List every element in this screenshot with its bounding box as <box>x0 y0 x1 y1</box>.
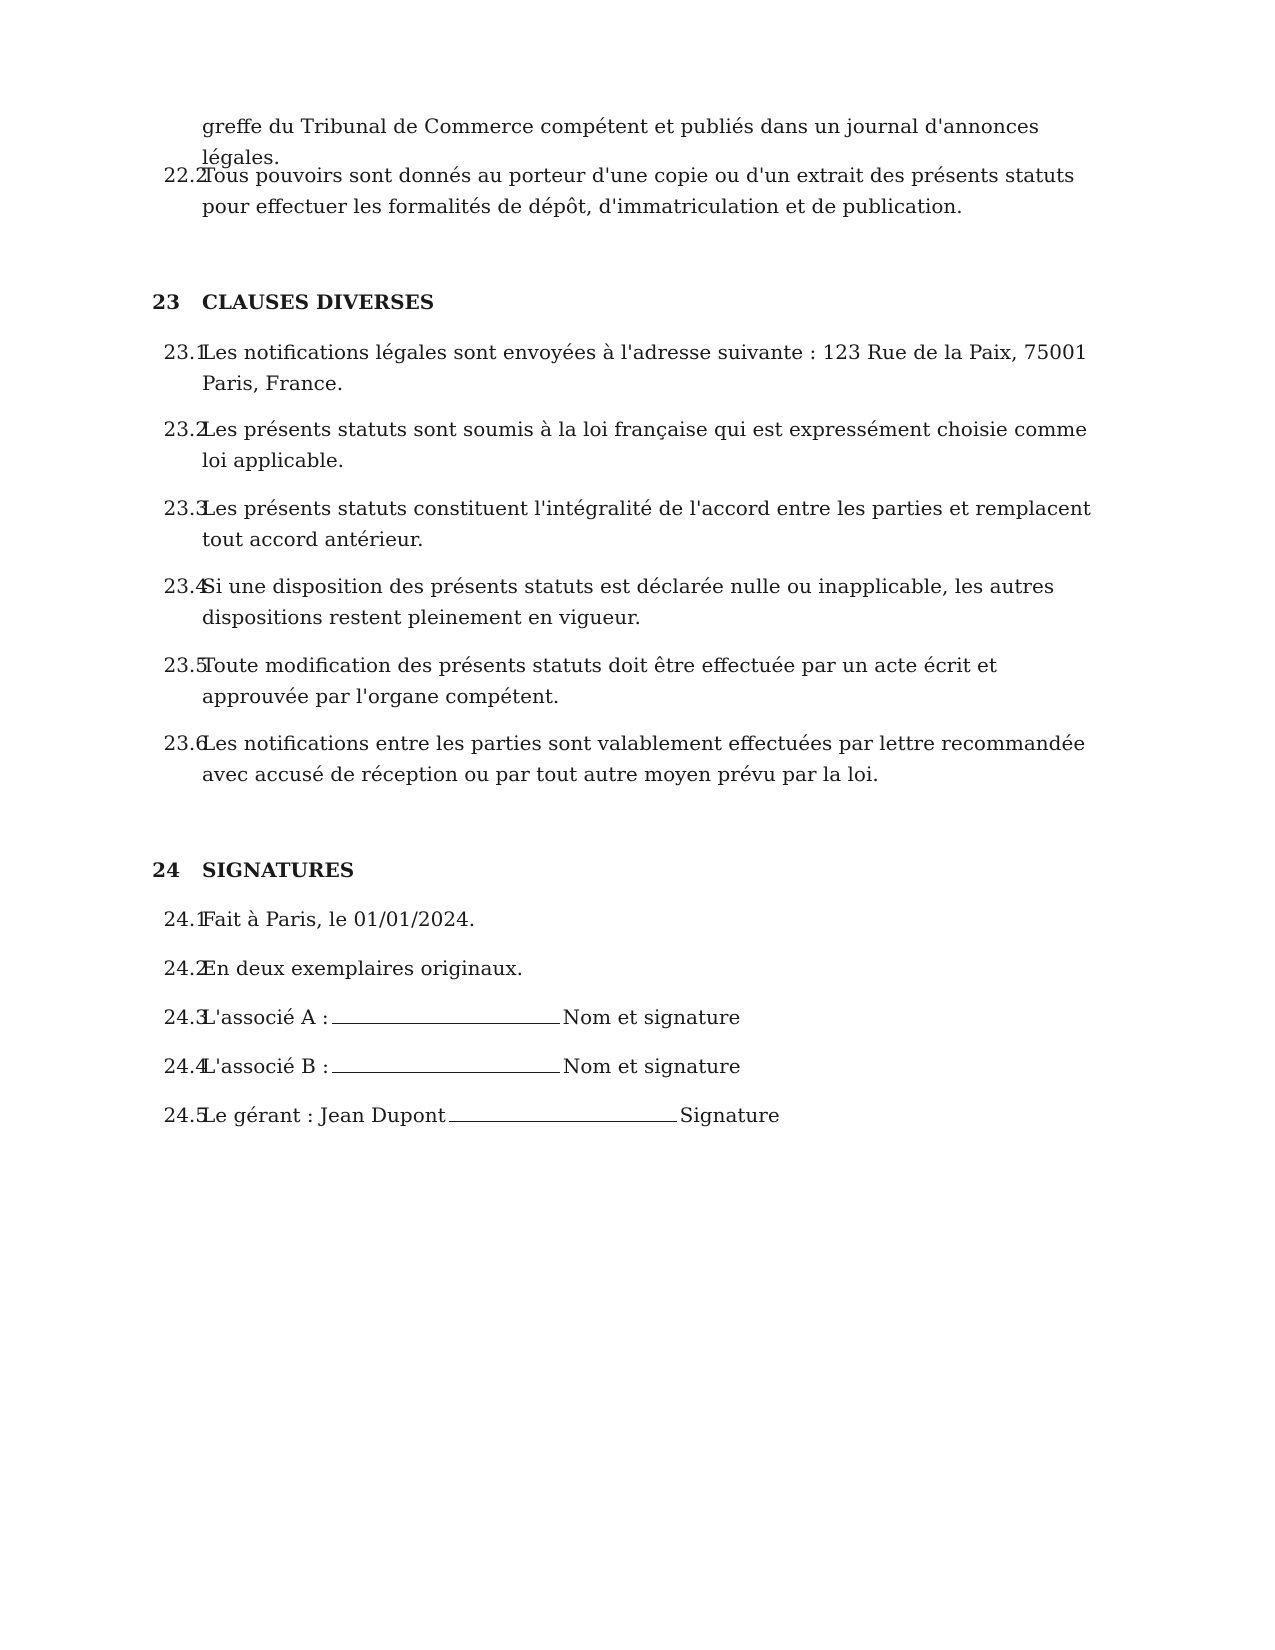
clause-text: Toute modification des présents statuts doit être effectuée par un acte écrit et approuvée par l'organe compétent. <box>202 653 997 708</box>
signature-caption: Nom et signature <box>562 1054 741 1078</box>
clause-text: Les présents statuts constituent l'intégralité de l'accord entre les parties et remplacent tout accord antérieur. <box>202 496 1091 551</box>
signature-blank <box>449 1101 677 1122</box>
clause-23-3 <box>140 493 1140 555</box>
clause-number: 23.4 <box>163 574 208 598</box>
clause-text: Fait à Paris, le 01/01/2024. <box>202 907 476 931</box>
signature-label: Le gérant : Jean Dupont <box>202 1103 446 1127</box>
clause-24-4 <box>140 1051 1140 1082</box>
clause-24-1 <box>140 904 1140 935</box>
clause-23-6 <box>140 728 1140 790</box>
clause-text: greffe du Tribunal de Commerce compétent et publiés dans un journal d'annonces légales. <box>202 114 1040 169</box>
clause-number: 24.4 <box>163 1054 208 1078</box>
signature-line-gerant <box>202 1100 1102 1131</box>
signature-blank <box>332 1052 560 1073</box>
clause-text: En deux exemplaires originaux. <box>202 956 523 980</box>
section-number: 23 <box>152 290 180 314</box>
clause-number: 22.2 <box>163 163 208 187</box>
signature-blank <box>332 1003 560 1024</box>
section-heading-24 <box>140 855 1140 886</box>
clause-number: 23.2 <box>163 417 208 441</box>
clause-text: Tous pouvoirs sont donnés au porteur d'une copie ou d'un extrait des présents statuts pour effectuer les formalités de dépôt, d'immatriculation et de publication. <box>202 163 1075 218</box>
section-title: SIGNATURES <box>202 858 355 882</box>
section-heading-23 <box>140 287 1140 318</box>
clause-number: 24.2 <box>163 956 208 980</box>
section-title: CLAUSES DIVERSES <box>202 290 435 314</box>
clause-number: 24.3 <box>163 1005 208 1029</box>
clause-23-4 <box>140 571 1140 633</box>
signature-line-associe-a <box>202 1002 1102 1033</box>
clause-24-5 <box>140 1100 1140 1131</box>
signature-label: L'associé B : <box>202 1054 329 1078</box>
clause-number: 23.5 <box>163 653 208 677</box>
clause-number: 23.1 <box>163 340 208 364</box>
clause-24-3 <box>140 1002 1140 1033</box>
clause-text: Les notifications légales sont envoyées à l'adresse suivante : 123 Rue de la Paix, 75001 Paris, France. <box>202 340 1088 395</box>
clause-24-2 <box>140 953 1140 984</box>
clause-22-2 <box>140 160 1140 222</box>
signature-caption: Signature <box>679 1103 780 1127</box>
clause-text: Les présents statuts sont soumis à la loi française qui est expressément choisie comme loi applicable. <box>202 417 1088 472</box>
signature-label: L'associé A : <box>202 1005 329 1029</box>
clause-text: Les notifications entre les parties sont valablement effectuées par lettre recommandée avec accusé de réception ou par tout autre moyen prévu par la loi. <box>202 731 1086 786</box>
clause-23-2 <box>140 414 1140 476</box>
clause-23-5 <box>140 650 1140 712</box>
clause-number: 24.1 <box>163 907 208 931</box>
clause-text: Si une disposition des présents statuts est déclarée nulle ou inapplicable, les autres dispositions restent pleinement en vigueur. <box>202 574 1055 629</box>
signature-caption: Nom et signature <box>562 1005 741 1029</box>
signature-line-associe-b <box>202 1051 1102 1082</box>
clause-number: 23.6 <box>163 731 208 755</box>
section-number: 24 <box>152 858 180 882</box>
clause-number: 24.5 <box>163 1103 208 1127</box>
clause-number: 23.3 <box>163 496 208 520</box>
clause-23-1 <box>140 337 1140 399</box>
